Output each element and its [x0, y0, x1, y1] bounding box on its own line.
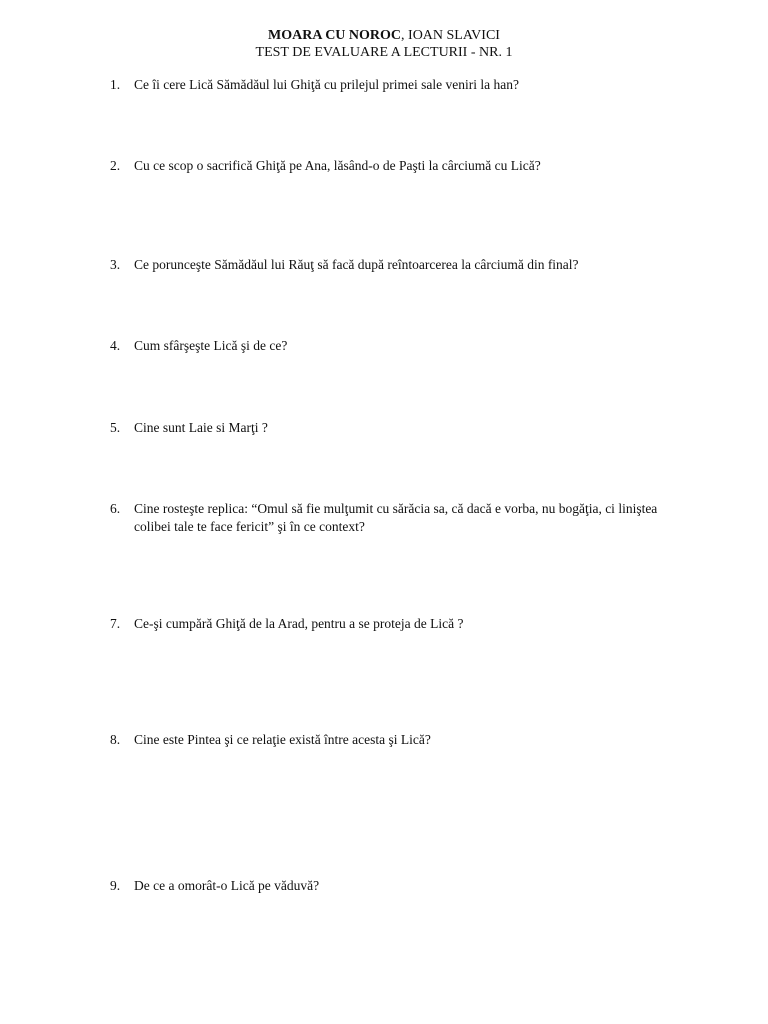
question-item [110, 500, 680, 536]
document-title [0, 27, 768, 44]
question-item [110, 76, 680, 94]
question-number: 5. [110, 420, 121, 435]
title-author: , IOAN SLAVICI [401, 28, 500, 43]
question-text: Cine rosteşte replica: “Omul să fie mulţumit cu sărăcia sa, că dacă e vorba, nu bogăţia, ci liniştea colibei tale te face fericit” şi în ce context? [134, 501, 658, 534]
question-number: 8. [110, 732, 121, 747]
question-number: 7. [110, 616, 121, 631]
question-item [110, 615, 680, 633]
question-text: Ce porunceşte Sămădăul lui Răuţ să facă după reîntoarcerea la cârciumă din final? [134, 257, 579, 272]
document-subtitle: TEST DE EVALUARE A LECTURII - NR. 1 [255, 45, 513, 60]
question-item [110, 256, 680, 274]
question-number: 9. [110, 878, 121, 893]
question-text: De ce a omorât-o Lică pe văduvă? [134, 878, 320, 893]
question-item [110, 877, 680, 895]
question-number: 2. [110, 158, 121, 173]
title-bold: MOARA CU NOROC [268, 28, 402, 43]
question-text: Cine sunt Laie si Marţi ? [134, 420, 268, 435]
question-number: 6. [110, 501, 121, 516]
question-item [110, 157, 680, 175]
question-number: 3. [110, 257, 121, 272]
question-number: 1. [110, 77, 121, 92]
document-header [0, 27, 768, 61]
question-text: Cine este Pintea şi ce relaţie există între acesta şi Lică? [134, 732, 431, 747]
question-text: Cum sfârşeşte Lică şi de ce? [134, 338, 288, 353]
question-number: 4. [110, 338, 121, 353]
question-item [110, 419, 680, 437]
question-item [110, 731, 680, 749]
question-text: Cu ce scop o sacrifică Ghiţă pe Ana, lăsând-o de Paşti la cârciumă cu Lică? [134, 158, 541, 173]
question-text: Ce îi cere Lică Sămădăul lui Ghiţă cu prilejul primei sale veniri la han? [134, 77, 519, 92]
question-item [110, 337, 680, 355]
question-text: Ce-şi cumpără Ghiţă de la Arad, pentru a se proteja de Lică ? [134, 616, 464, 631]
